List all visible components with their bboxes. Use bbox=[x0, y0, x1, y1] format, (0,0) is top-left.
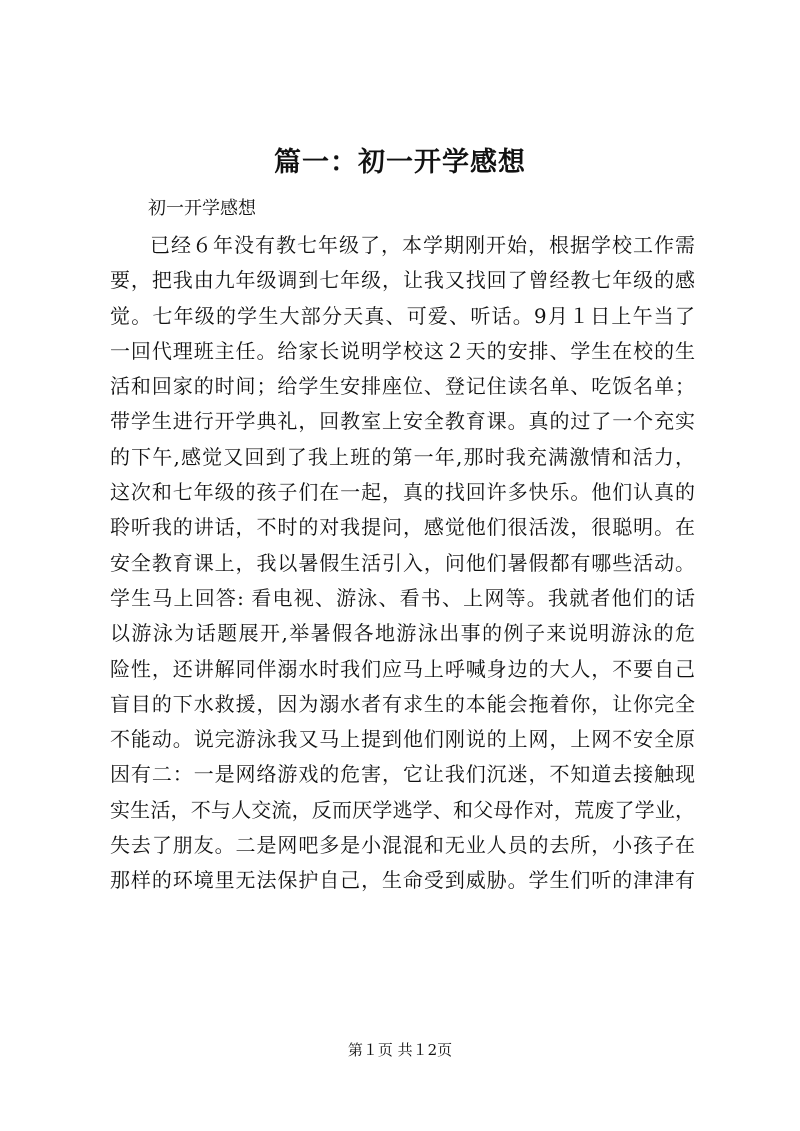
body-line: 这次和七年级的孩子们在一起，真的找回许多快乐。他们认真的 bbox=[110, 480, 695, 505]
body-line: 要，把我由九年级调到七年级，让我又找回了曾经教七年级的感 bbox=[110, 268, 695, 293]
document-title: 篇一：初一开学感想 bbox=[274, 147, 526, 178]
body-line: 因有二：一是网络游戏的危害，它让我们沉迷，不知道去接触现 bbox=[110, 762, 695, 787]
body-line: 实生活，不与人交流，反而厌学逃学、和父母作对，荒废了学业， bbox=[110, 797, 695, 822]
body-line: 活和回家的时间；给学生安排座位、登记住读名单、吃饭名单； bbox=[110, 374, 695, 399]
body-line: 一回代理班主任。给家长说明学校这２天的安排、学生在校的生 bbox=[110, 338, 695, 363]
document-subtitle: 初一开学感想 bbox=[148, 198, 256, 219]
body-line: 学生马上回答: 看电视、游泳、看书、上网等。我就者他们的话 bbox=[110, 585, 695, 610]
body-text bbox=[110, 228, 695, 899]
body-line: 以游泳为话题展开,举暑假各地游泳出事的例子来说明游泳的危 bbox=[110, 621, 695, 646]
body-line: 那样的环境里无法保护自己，生命受到威胁。学生们听的津津有 bbox=[110, 868, 695, 893]
page-number: 第１页 共１2页 bbox=[347, 1041, 453, 1059]
body-line: 不能动。说完游泳我又马上提到他们刚说的上网，上网不安全原 bbox=[110, 727, 695, 752]
body-line: 的下午,感觉又回到了我上班的第一年,那时我充满激情和活力， bbox=[110, 444, 695, 469]
body-line: 安全教育课上，我以暑假生活引入，问他们暑假都有哪些活动。 bbox=[110, 550, 695, 575]
body-line: 盲目的下水救援，因为溺水者有求生的本能会拖着你，让你完全 bbox=[110, 691, 695, 716]
body-line: 聆听我的讲话，不时的对我提问，感觉他们很活泼，很聪明。在 bbox=[110, 515, 695, 540]
body-line: 觉。七年级的学生大部分天真、可爱、听话。9月１日上午当了 bbox=[110, 303, 695, 328]
body-line: 已经６年没有教七年级了，本学期刚开始，根据学校工作需 bbox=[150, 233, 695, 257]
body-line: 失去了朋友。二是网吧多是小混混和无业人员的去所，小孩子在 bbox=[110, 833, 695, 858]
body-line: 险性，还讲解同伴溺水时我们应马上呼喊身边的大人，不要自己 bbox=[110, 656, 695, 681]
body-line: 带学生进行开学典礼，回教室上安全教育课。真的过了一个充实 bbox=[110, 409, 695, 434]
